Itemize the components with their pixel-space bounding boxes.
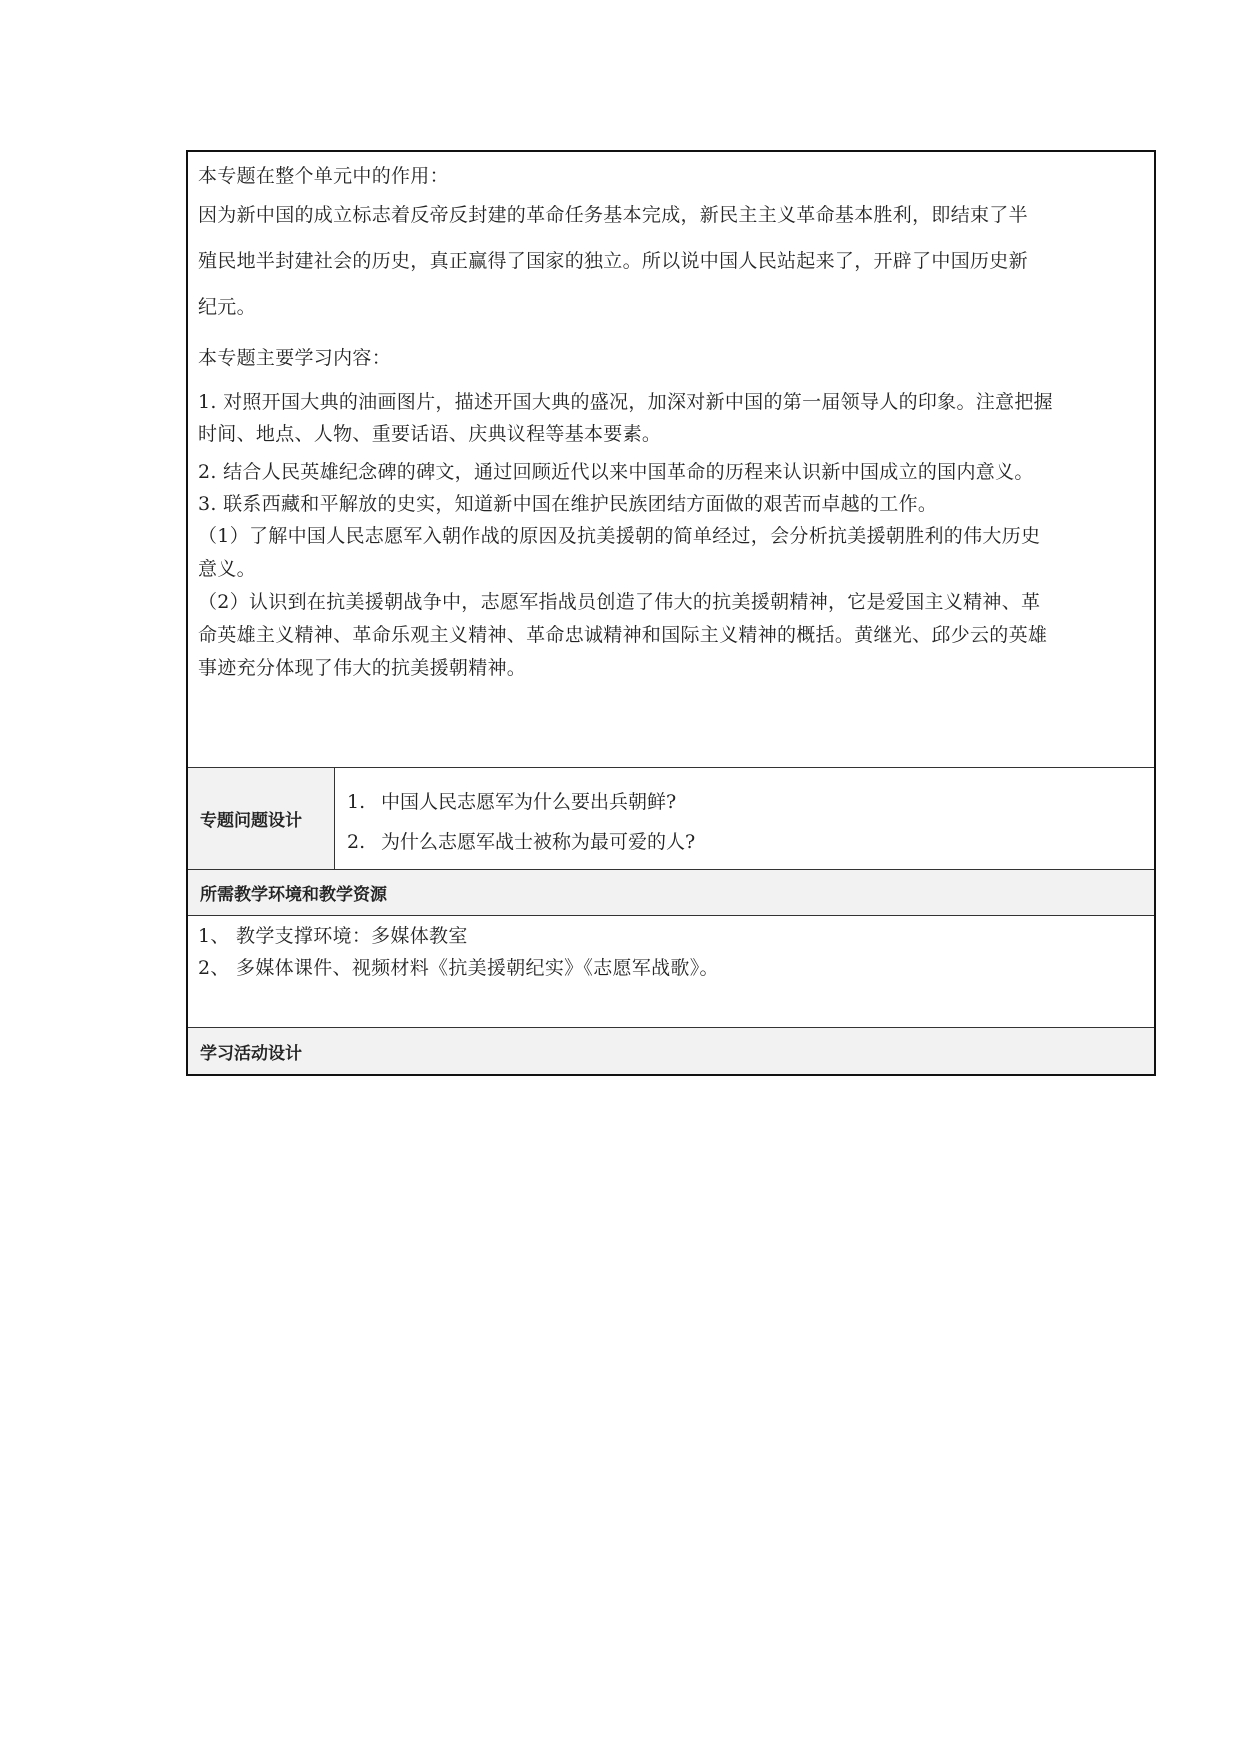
content-sub-2-line: 命英雄主义精神、革命乐观主义精神、革命忠诚精神和国际主义精神的概括。黄继光、邱少云的英雄 (198, 624, 1048, 646)
environment-line: 1、 教学支撑环境：多媒体教室 (198, 925, 468, 947)
topic-description-cell (188, 152, 1154, 768)
question-list (335, 768, 1154, 869)
role-line: 纪元。 (198, 296, 256, 318)
content-sub-1-line: （1）了解中国人民志愿军入朝作战的原因及抗美援朝的简单经过，会分析抗美援朝胜利的伟大历史 (198, 525, 1041, 547)
content-item-1-line: 1. 对照开国大典的油画图片，描述开国大典的盛况，加深对新中国的第一届领导人的印象。注意把握 (198, 391, 1053, 413)
question-design-label: 专题问题设计 (188, 768, 335, 869)
environment-cell (188, 916, 1154, 1028)
content-item-3: 3. 联系西藏和平解放的史实，知道新中国在维护民族团结方面做的艰苦而卓越的工作。 (198, 493, 938, 515)
content-sub-2-line: 事迹充分体现了伟大的抗美援朝精神。 (198, 657, 527, 679)
lesson-plan-table (186, 150, 1156, 1076)
question-item (347, 822, 1154, 862)
question-text: 为什么志愿军战士被称为最可爱的人? (381, 831, 696, 853)
question-item (347, 782, 1154, 822)
role-line: 因为新中国的成立标志着反帝反封建的革命任务基本完成，新民主主义革命基本胜利，即结束了半 (198, 204, 1028, 226)
question-number: 1. (347, 791, 366, 813)
content-heading: 本专题主要学习内容： (198, 347, 392, 369)
role-line: 殖民地半封建社会的历史，真正赢得了国家的独立。所以说中国人民站起来了，开辟了中国历史新 (198, 250, 1028, 272)
question-number: 2. (347, 831, 366, 853)
environment-line: 2、 多媒体课件、视频材料《抗美援朝纪实》《志愿军战歌》。 (198, 957, 719, 979)
question-design-row (188, 768, 1154, 870)
content-item-1-line: 时间、地点、人物、重要话语、庆典议程等基本要素。 (198, 423, 662, 445)
content-item-2: 2. 结合人民英雄纪念碑的碑文，通过回顾近代以来中国革命的历程来认识新中国成立的国内意义。 (198, 461, 1034, 483)
role-heading: 本专题在整个单元中的作用： (198, 165, 449, 187)
content-sub-1-line: 意义。 (198, 558, 256, 580)
environment-heading: 所需教学环境和教学资源 (188, 870, 1154, 916)
question-text: 中国人民志愿军为什么要出兵朝鲜? (381, 791, 677, 813)
content-sub-2-line: （2）认识到在抗美援朝战争中，志愿军指战员创造了伟大的抗美援朝精神，它是爱国主义精神、革 (198, 591, 1041, 613)
activity-heading: 学习活动设计 (188, 1028, 1154, 1074)
